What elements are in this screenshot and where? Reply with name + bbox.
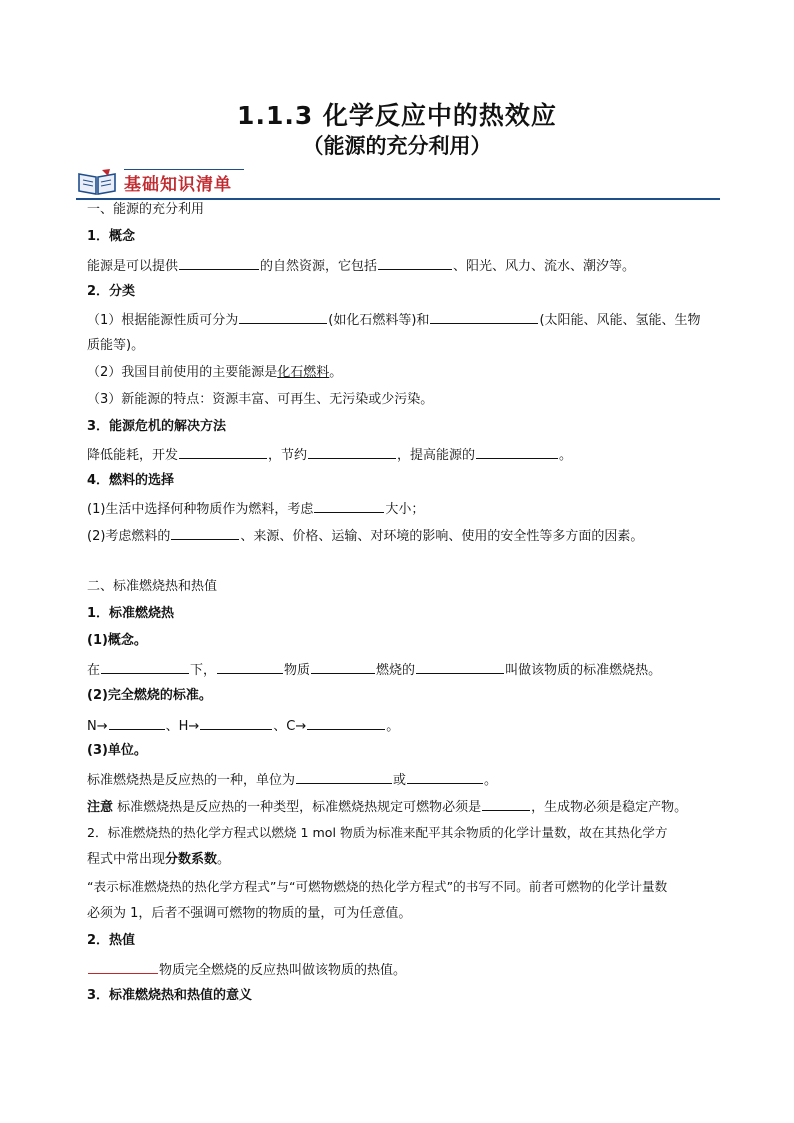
paragraph-crisis: 降低能耗，开发 ，节约 ，提高能源的 。 bbox=[87, 445, 572, 465]
fill-blank[interactable] bbox=[311, 660, 375, 674]
fill-blank[interactable] bbox=[476, 445, 558, 459]
paragraph-calorific: 物质完全燃烧的反应热叫做该物质的热值。 bbox=[87, 960, 406, 980]
subheading-crisis: 3．能源危机的解决方法 bbox=[87, 419, 227, 434]
fill-blank[interactable] bbox=[314, 499, 384, 513]
subheading-fuel: 4．燃料的选择 bbox=[87, 473, 175, 488]
paragraph-note: 注意 标准燃烧热是反应热的一种类型，标准燃烧热规定可燃物必须是 ，生成物必须是稳定产物。 bbox=[87, 797, 687, 817]
paragraph-new-energy: （3）新能源的特点：资源丰富、可再生、无污染或少污染。 bbox=[87, 392, 434, 407]
paragraph-equation-cont: 程式中常出现分数系数。 bbox=[87, 852, 231, 867]
subheading-std-heat: 1．标准燃烧热 bbox=[87, 606, 175, 621]
fill-blank[interactable] bbox=[296, 770, 392, 784]
banner-divider bbox=[76, 198, 720, 200]
paragraph-unit: 标准燃烧热是反应热的一种，单位为 或 。 bbox=[87, 770, 497, 790]
fill-blank[interactable] bbox=[378, 256, 452, 270]
subheading-classification: 2．分类 bbox=[87, 284, 136, 299]
paragraph-classification: （1）根据能源性质可分为 (如化石燃料等)和 (太阳能、风能、氢能、生物 bbox=[87, 310, 701, 330]
page-subtitle: （能源的充分利用） bbox=[302, 134, 492, 158]
paragraph-main-energy: （2）我国目前使用的主要能源是化石燃料。 bbox=[87, 365, 343, 380]
paragraph-concept: 能源是可以提供 的自然资源，它包括 、阳光、风力、流水、潮汐等。 bbox=[87, 256, 635, 276]
paragraph-classification-cont: 质能等)。 bbox=[87, 338, 145, 353]
fill-blank[interactable] bbox=[171, 526, 239, 540]
fill-blank[interactable] bbox=[200, 716, 272, 730]
subheading-unit: (3)单位。 bbox=[87, 743, 147, 758]
paragraph-standard: N→ 、H→ 、C→ 。 bbox=[87, 716, 399, 736]
paragraph-fuel-1: (1)生活中选择何种物质作为燃料，考虑 大小； bbox=[87, 499, 424, 519]
paragraph-difference: “表示标准燃烧热的热化学方程式”与“可燃物燃烧的热化学方程式”的书写不同。前者可燃物的化学计量数 bbox=[87, 879, 668, 894]
page-title: 1.1.3 化学反应中的热效应 bbox=[237, 101, 557, 130]
fill-blank[interactable] bbox=[101, 660, 189, 674]
paragraph-definition: 在 下， 物质 燃烧的 叫做该物质的标准燃烧热。 bbox=[87, 660, 661, 680]
banner-title: 基础知识清单 bbox=[124, 175, 232, 195]
fill-blank[interactable] bbox=[482, 797, 530, 811]
paragraph-equation: 2．标准燃烧热的热化学方程式以燃烧 1 mol 物质为标准来配平其余物质的化学计量数，故在其热化学方 bbox=[87, 825, 668, 840]
section-banner bbox=[76, 166, 720, 200]
subheading-definition: (1)概念。 bbox=[87, 633, 147, 648]
fill-blank[interactable] bbox=[308, 445, 396, 459]
book-icon bbox=[76, 168, 118, 196]
fill-blank[interactable] bbox=[307, 716, 385, 730]
subheading-concept: 1．概念 bbox=[87, 229, 136, 244]
fill-blank[interactable] bbox=[88, 960, 158, 974]
fill-blank[interactable] bbox=[179, 445, 267, 459]
fill-blank[interactable] bbox=[109, 716, 165, 730]
fill-blank[interactable] bbox=[430, 310, 538, 324]
subheading-significance: 3．标准燃烧热和热值的意义 bbox=[87, 988, 253, 1003]
subheading-calorific: 2．热值 bbox=[87, 933, 136, 948]
fill-blank[interactable] bbox=[407, 770, 483, 784]
paragraph-difference-cont: 必须为 1，后者不强调可燃物的物质的量，可为任意值。 bbox=[87, 906, 412, 921]
subheading-standard: (2)完全燃烧的标准。 bbox=[87, 688, 212, 703]
fill-blank[interactable] bbox=[239, 310, 327, 324]
section-2-heading: 二、标准燃烧热和热值 bbox=[87, 579, 218, 594]
section-1-heading: 一、能源的充分利用 bbox=[87, 202, 205, 217]
fill-blank[interactable] bbox=[179, 256, 259, 270]
paragraph-fuel-2: (2)考虑燃料的 、来源、价格、运输、对环境的影响、使用的安全性等多方面的因素。 bbox=[87, 526, 643, 546]
fill-blank[interactable] bbox=[416, 660, 504, 674]
fill-blank[interactable] bbox=[217, 660, 283, 674]
